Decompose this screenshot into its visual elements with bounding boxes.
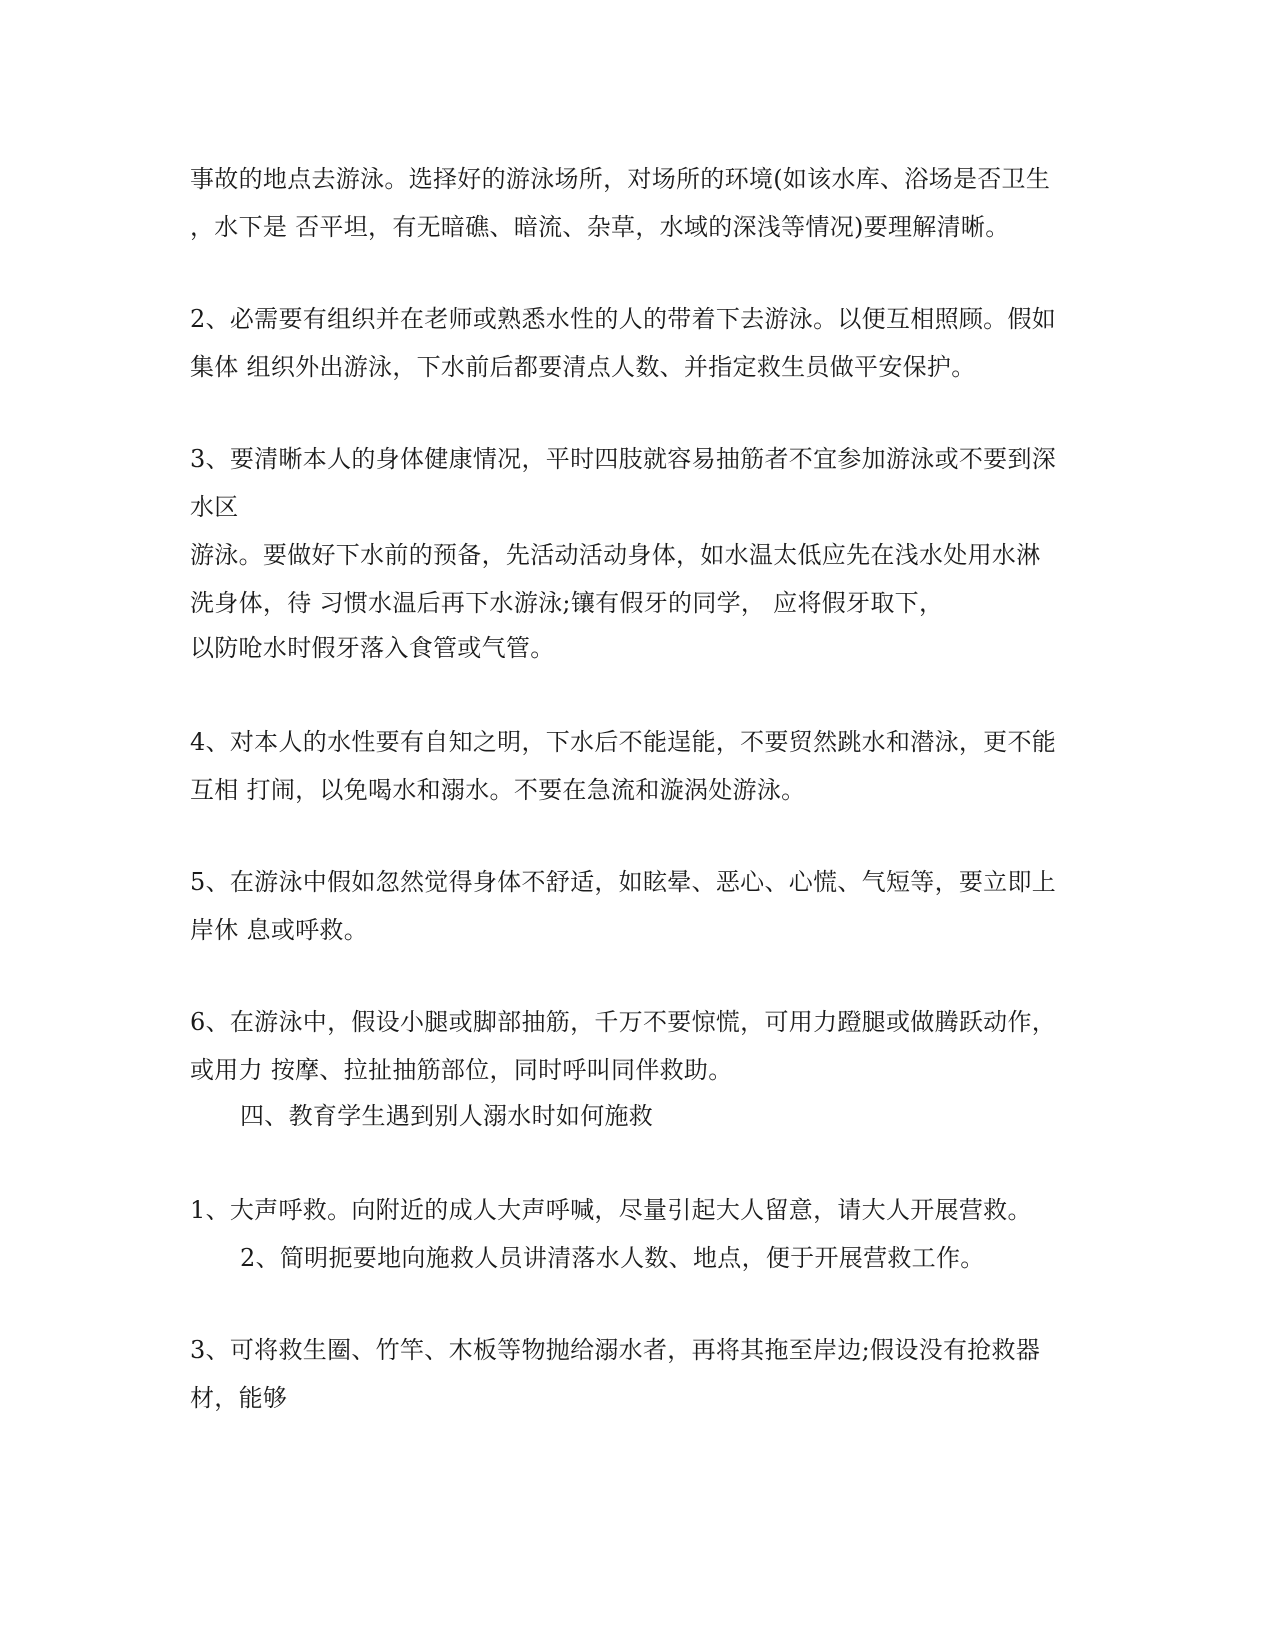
text-line: 互相 打闹，以免喝水和溺水。不要在急流和漩涡处游泳。 [190,776,806,804]
text-line: 1、大声呼救。向附近的成人大声呼喊，尽量引起大人留意，请大人开展营救。 [190,1196,1032,1224]
text-line: 洗身体，待 习惯水温后再下水游泳;镶有假牙的同学， 应将假牙取下， [190,589,944,617]
section-heading: 四、教育学生遇到别人溺水时如何施救 [240,1102,654,1130]
text-line: ，水下是 否平坦，有无暗礁、暗流、杂草，水域的深浅等情况)要理解清晰。 [190,213,1010,241]
text-line: 岸休 息或呼救。 [190,916,369,944]
text-line: 以防呛水时假牙落入食管或气管。 [190,634,555,662]
text-line: 3、要清晰本人的身体健康情况，平时四肢就容易抽筋者不宜参加游泳或不要到深 [190,445,1057,473]
text-line: 集体 组织外出游泳，下水前后都要清点人数、并指定救生员做平安保护。 [190,353,976,381]
text-line: 2、简明扼要地向施救人员讲清落水人数、地点，便于开展营救工作。 [240,1244,985,1272]
text-line: 4、对本人的水性要有自知之明，下水后不能逞能，不要贸然跳水和潜泳，更不能 [190,728,1057,756]
text-line: 3、可将救生圈、竹竿、木板等物抛给溺水者，再将其拖至岸边;假设没有抢救器 [190,1336,1041,1364]
text-line: 水区 [190,493,239,521]
text-line: 5、在游泳中假如忽然觉得身体不舒适，如眩晕、恶心、心慌、气短等，要立即上 [190,868,1057,896]
text-line: 游泳。要做好下水前的预备，先活动活动身体，如水温太低应先在浅水处用水淋 [190,541,1041,569]
text-line: 或用力 按摩、拉扯抽筋部位，同时呼叫同伴救助。 [190,1056,733,1084]
text-line: 材，能够 [190,1384,288,1412]
text-line: 6、在游泳中，假设小腿或脚部抽筋，千万不要惊慌，可用力蹬腿或做腾跃动作， [190,1008,1057,1036]
text-line: 事故的地点去游泳。选择好的游泳场所，对场所的环境(如该水库、浴场是否卫生 [190,165,1051,193]
text-line: 2、必需要有组织并在老师或熟悉水性的人的带着下去游泳。以便互相照顾。假如 [190,305,1057,333]
